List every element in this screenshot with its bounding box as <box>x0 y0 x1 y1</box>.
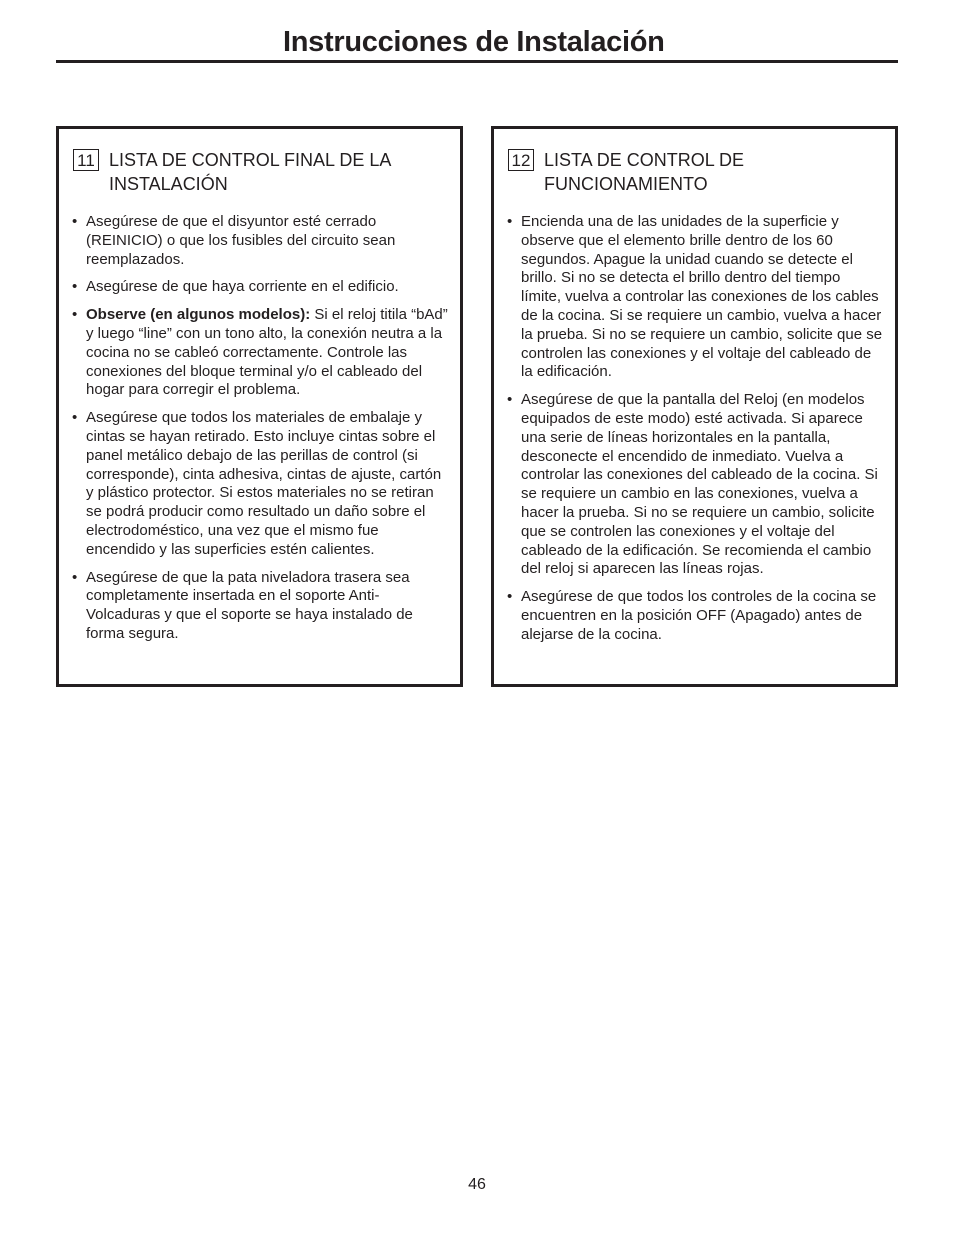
list-item: • Asegúrese de que la pantalla del Reloj (en modelos equipados de este modo) esté activada. Si aparece una serie de líneas horizontales en la pantalla, desconecte el encendido de inmediato. Vuelva a controlar las conexiones del cableado de la cocina. Si se requiere un cambio en las conexiones, vuelva a hacer la prueba. Si no se requiere un cambio, solicite que se controlen las conexiones y el voltaje del cableado de la edificación. Se recomienda el cambio del reloj si aparecen las líneas rojas. <box>507 391 883 579</box>
section-title: LISTA DE CONTROL DE FUNCIONAMIENTO <box>544 150 745 194</box>
list-item: • Encienda una de las unidades de la superficie y observe que el elemento brille dentro de los 60 segundos. Apague la unidad cuando se detecte el brillo. Si no se detecta el brillo dentro del tiempo límite, vuelva a controlar las conexiones de los cables de la cocina. Si se requiere un cambio, vuelva a hacer la prueba. Si no se requiere un cambio, solicite que se controlen las conexiones y el voltaje del cableado de la edificación. <box>507 213 883 382</box>
step-number-badge: 11 <box>73 149 99 171</box>
page-title: Instrucciones de Instalación <box>283 26 665 58</box>
bold-lead-text: Observe (en algunos modelos): <box>86 306 311 324</box>
final-installation-checklist-panel <box>56 126 463 687</box>
operation-checklist-panel <box>491 126 898 687</box>
checklist <box>72 213 450 653</box>
page-number: 46 <box>468 1176 486 1193</box>
title-divider <box>56 60 898 63</box>
list-item: • Asegúrese de que haya corriente en el edificio. <box>72 278 450 297</box>
checklist <box>507 213 883 654</box>
list-item: • Asegúrese de que el disyuntor esté cerrado (REINICIO) o que los fusibles del circuito sean reemplazados. <box>72 213 450 269</box>
list-item <box>72 306 450 400</box>
list-item: • Asegúrese que todos los materiales de embalaje y cintas se hayan retirado. Esto incluye cintas sobre el panel metálico debajo de las perillas de control (si corresponde), cinta adhesiva, cintas de ajuste, cartón y plástico protector. Si estos materiales no se retiran se podrá producir como resultado un daño sobre el electrodoméstico, una vez que el mismo fue encendido y las superficies estén calientes. <box>72 409 450 559</box>
step-number-badge: 12 <box>508 149 534 171</box>
list-item: • Asegúrese de que la pata niveladora trasera sea completamente insertada en el soporte Anti-Volcaduras y que el soporte se haya instalado de forma segura. <box>72 569 450 644</box>
list-item: • Asegúrese de que todos los controles de la cocina se encuentren en la posición OFF (Apagado) antes de alejarse de la cocina. <box>507 588 883 644</box>
item-text: Si el reloj titila “bAd” y luego “line” con un tono alto, la conexión neutra a la cocina no se cableó correctamente. Controle las conexiones del bloque terminal y/o el cableado del hogar para corregir el problema. <box>86 306 448 399</box>
section-title: LISTA DE CONTROL FINAL DE LA INSTALACIÓN <box>109 150 391 194</box>
